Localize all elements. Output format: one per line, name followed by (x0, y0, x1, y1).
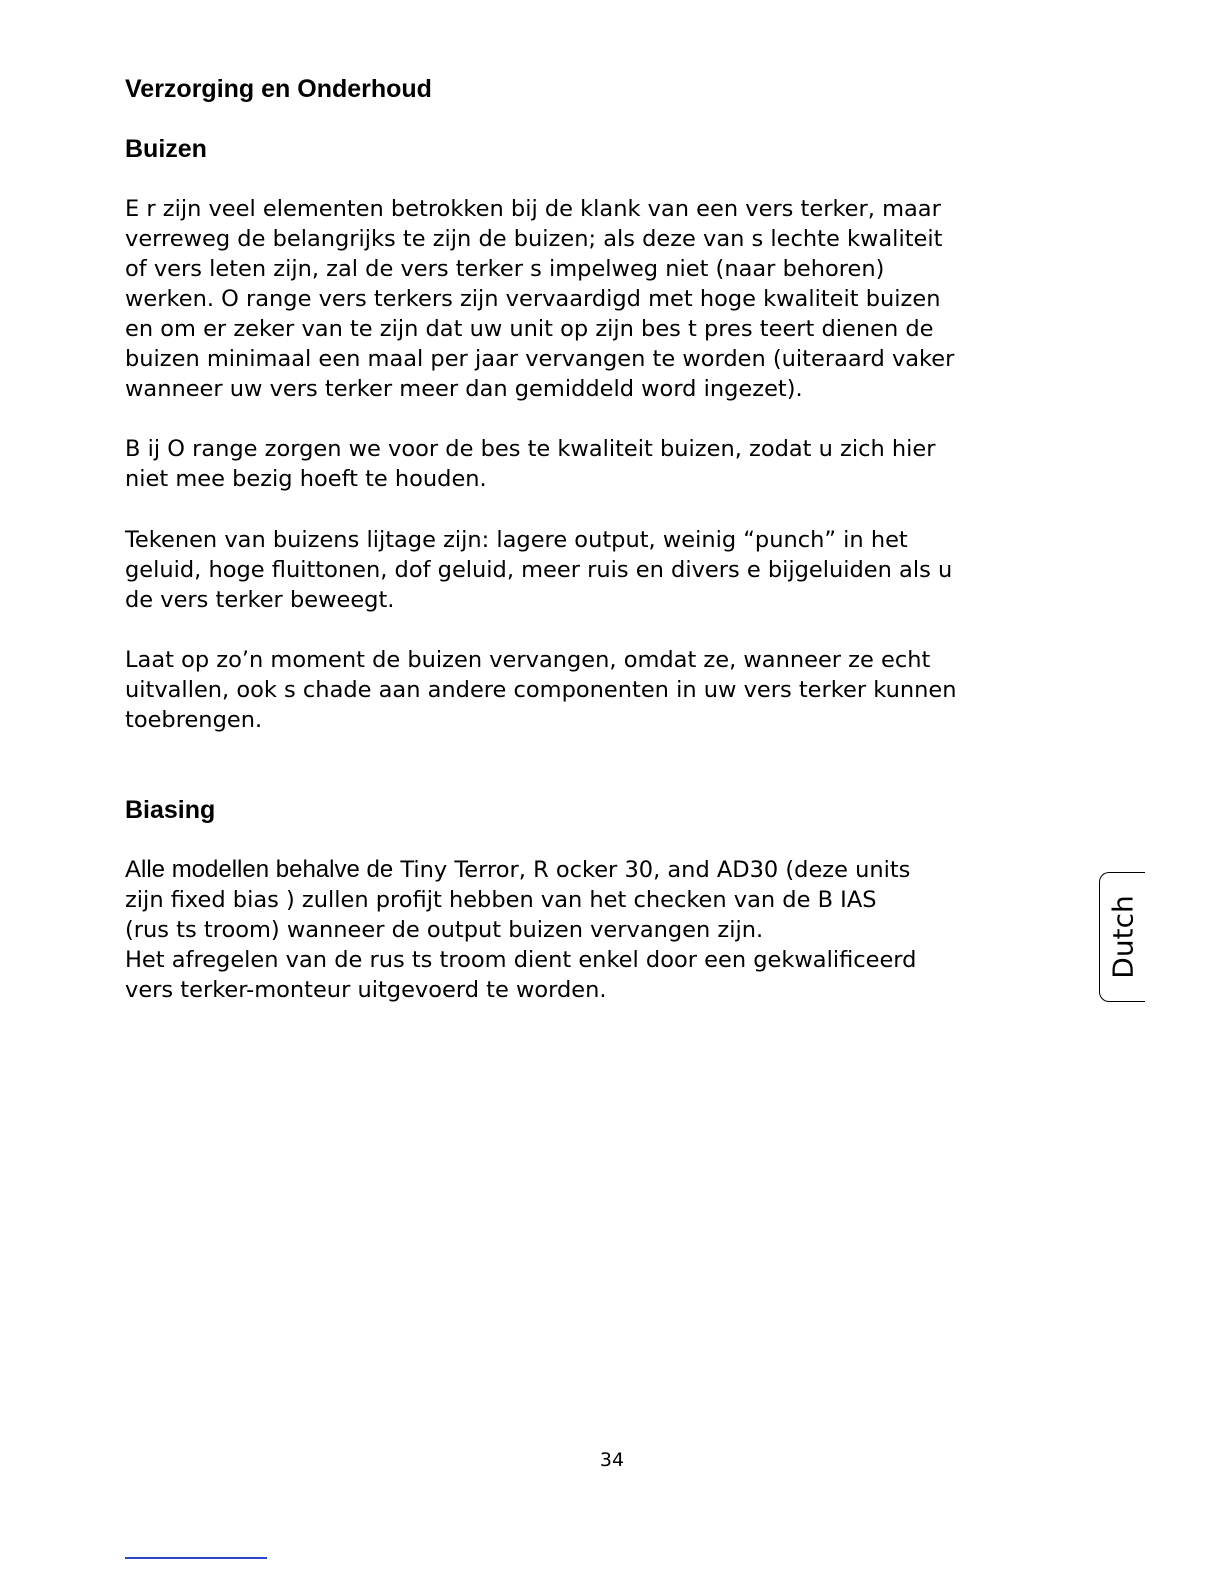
text-run: Alle modellen behalve de (125, 856, 394, 883)
text-line: zijn fixed bias ) zullen profijt hebben van het checken van de B IAS (125, 887, 877, 913)
text-line: Het afregelen van de rus ts troom dient enkel door een gekwalificeerd (125, 947, 917, 973)
footer-divider (125, 1557, 267, 1559)
language-tab (1099, 872, 1145, 1002)
paragraph-replace-advice (125, 645, 985, 735)
section-heading-buizen: Buizen (125, 135, 207, 163)
paragraph-orange-quality (125, 434, 985, 494)
language-tab-label: Dutch (1106, 895, 1139, 979)
text-line: Laat op zo’n moment de buizen vervangen, omdat ze, wanneer ze echt (125, 647, 931, 673)
text-line: of vers leten zijn, zal de vers terker s impelweg niet (naar behoren) (125, 256, 885, 282)
text-line: B ij O range zorgen we voor de bes te kwaliteit buizen, zodat u zich hier (125, 436, 936, 462)
text-line: toebrengen. (125, 707, 263, 733)
text-line: verreweg de belangrijks te zijn de buizen; als deze van s lechte kwaliteit (125, 226, 943, 252)
text-line: niet mee bezig hoeft te houden. (125, 466, 487, 492)
text-line: en om er zeker van te zijn dat uw unit op zijn bes t pres teert dienen de (125, 316, 934, 342)
text-line: Tekenen van buizens lijtage zijn: lagere output, weinig “punch” in het (125, 527, 908, 553)
text-line: (rus ts troom) wanneer de output buizen vervangen zijn. (125, 917, 764, 943)
text-line: vers terker-monteur uitgevoerd te worden. (125, 977, 607, 1003)
text-line: uitvallen, ook s chade aan andere componenten in uw vers terker kunnen (125, 677, 957, 703)
text-line: werken. O range vers terkers zijn vervaardigd met hoge kwaliteit buizen (125, 286, 941, 312)
text-run: Tiny Terror, R ocker 30, and AD30 (deze units (393, 857, 911, 883)
page-number: 34 (599, 1449, 625, 1471)
page-title: Verzorging en Onderhoud (125, 75, 432, 103)
section-heading-biasing: Biasing (125, 796, 216, 824)
paragraph-biasing (125, 855, 985, 1005)
text-line: geluid, hoge fluittonen, dof geluid, meer ruis en divers e bijgeluiden als u (125, 557, 953, 583)
text-line: buizen minimaal een maal per jaar vervangen te worden (uiteraard vaker (125, 346, 955, 372)
text-line: E r zijn veel elementen betrokken bij de klank van een vers terker, maar (125, 196, 941, 222)
text-line: wanneer uw vers terker meer dan gemiddeld word ingezet). (125, 376, 803, 402)
text-line (125, 855, 985, 885)
paragraph-wear-signs (125, 525, 985, 615)
text-line: de vers terker beweegt. (125, 587, 395, 613)
paragraph-buizen-intro (125, 194, 985, 404)
